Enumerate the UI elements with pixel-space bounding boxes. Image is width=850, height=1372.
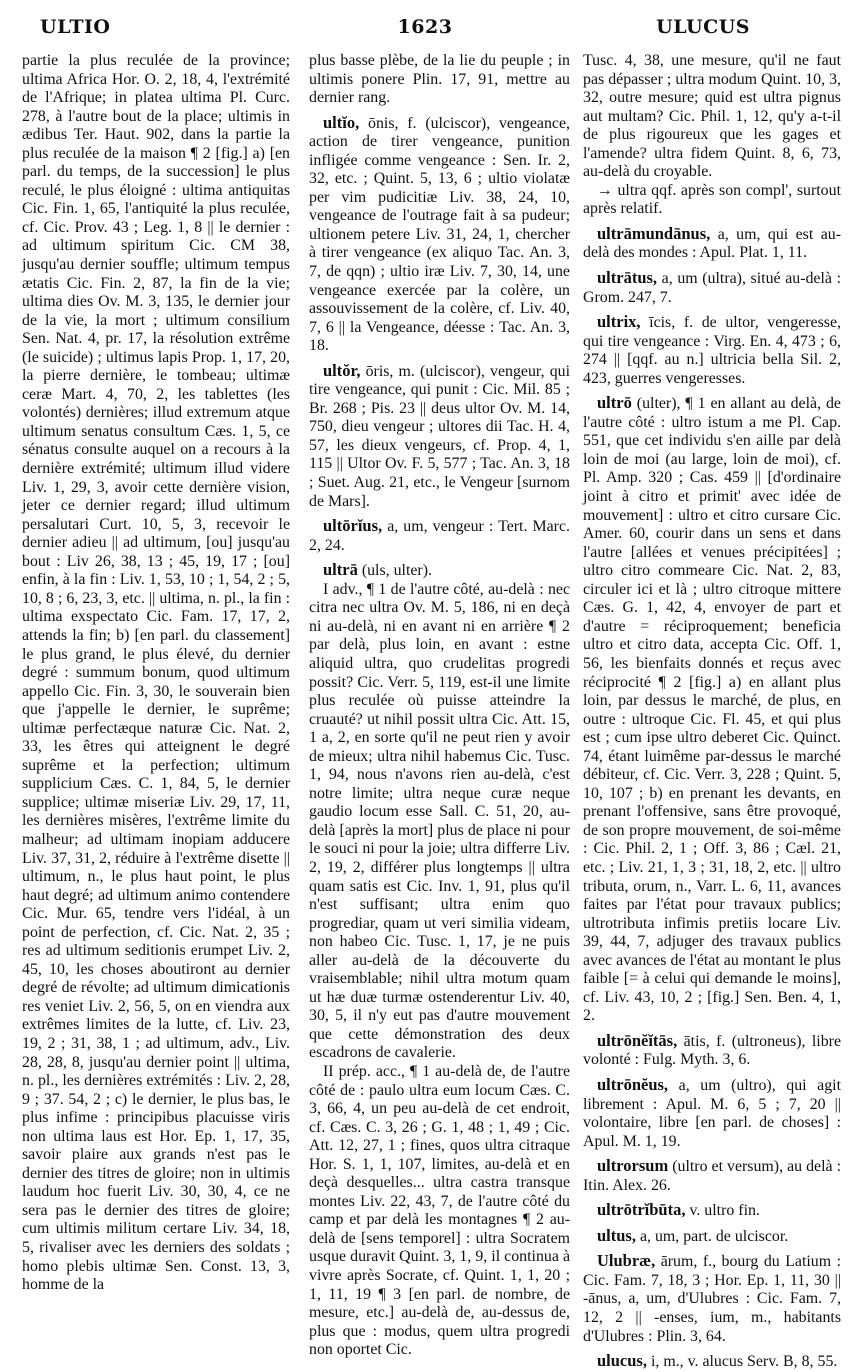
dictionary-entry	[309, 561, 570, 581]
entry-text: a, um, part. de ulciscor.	[635, 1227, 789, 1245]
entry-text: (uls, ulter).	[357, 562, 432, 580]
entry-text: plus basse plèbe, de la lie du peuple ; in ultimis ponere Plin. 17, 91, mettre au dernier rang.	[309, 52, 570, 107]
entry-headword: ultōrĭus,	[323, 516, 383, 536]
entry-headword: ultrorsum	[597, 1156, 669, 1176]
running-head-left: ULTIO	[40, 16, 111, 38]
dictionary-entry	[583, 225, 841, 263]
dictionary-entry	[583, 1157, 841, 1195]
entry-text: a, um, vengeur : Tert. Marc. 2, 24.	[309, 518, 570, 554]
entry-headword: ultrā	[323, 560, 358, 580]
entry-continuation	[309, 52, 570, 108]
entry-text: II prép. acc., ¶ 1 au-delà de, de l'autre côté de : paulo ultra eum locum Cæs. C. 3, 66, 4, un peu au-delà de cet endroit, cf. Cæs. C. 3, 26 ; G. 1, 48 ; 1, 49 ; Cic. Att. 12, 27, 1 ; fines, quos ultra citraque Hor. S. 1, 1, 107, limites, au-delà et en deçà desquelles... ultra castra transque montes Liv. 22, 43, 7, de l'autre côté du camp et par delà les montagnes ¶ 2 au-delà de [sens temporel] : ultra Socratem usque duravit Quint. 3, 1, 9, il continua à vivre après Socrate, cf. Quint. 1, 1, 20 ; 1, 11, 19 ¶ 3 [en parl. de nombre, de mesure, etc.] au-delà de, au-dessus de, plus que : modus, quem ultra progredi non oportet Cic.	[309, 1062, 570, 1359]
entry-headword: ulucus,	[597, 1351, 647, 1371]
dictionary-entry	[583, 1032, 841, 1070]
entry-headword: ultrāmundānus,	[597, 223, 711, 243]
dictionary-entry	[309, 362, 570, 511]
dictionary-entry	[309, 517, 570, 555]
entry-text: Tusc. 4, 38, une mesure, qu'il ne faut pas dépasser ; ultra modum Quint. 10, 3, 32, outre mesure; quid est ultra pignus aut multam? Cic. Phil. 1, 12, qu'y a-t-il de plus rigoureux que les gages et l'amende? ultra fidem Quint. 8, 6, 73, au-delà du croyable.	[583, 52, 841, 181]
dictionary-entry	[583, 394, 841, 1026]
column-1	[22, 52, 290, 1342]
entry-text: īcis, f. de ultor, vengeresse, qui tire vengeance : Virg. En. 4, 473 ; 6, 274 || [qqf. au n.] ultricia bella Sil. 2, 423, guerres vengeresses.	[583, 314, 841, 387]
entry-headword: ultus,	[597, 1225, 636, 1245]
entry-section	[309, 581, 570, 1063]
entry-continuation	[22, 52, 290, 1295]
dictionary-entry	[583, 1076, 841, 1151]
entry-headword: Ulubræ,	[597, 1251, 656, 1271]
entry-headword: ultrix,	[597, 312, 641, 332]
entry-note	[583, 182, 841, 219]
entry-headword: ultrōtrĭbūta,	[597, 1200, 686, 1220]
dictionary-entry	[583, 269, 841, 307]
entry-headword: ultrōnĕus,	[597, 1074, 669, 1094]
entry-text: v. ultro fin.	[685, 1202, 760, 1220]
entry-text: (ulter), ¶ 1 en allant au delà, de l'autre côté : ultro istum a me Pl. Cap. 551, que cet individu s'en aille par delà loin de moi (au large, loin de moi), cf. Pl. Amp. 320 ; Cas. 459 || [d'ordinaire joint à citro et primit' avec idée de mouvement] : ultro et citro cursare Cic. Amer. 60, courir dans un sens et dans l'autre [allées et venues précipitées] ; ultro citro commeare Cic. Nat. 2, 83, circuler ici et là ; ultro citroque mittere Cæs. G. 1, 42, 4, envoyer de part et d'autre = réciproquement; beneficia ultro et citro data, accepta Cic. Off. 1, 56, les bienfaits donnés et reçus avec réciprocité ¶ 2 [fig.] a) en allant plus loin, par dessus le marché, de plus, en outre : ultroque Cic. Fl. 45, et qui plus est ; cum ipse ultro deberet Cic. Quinct. 74, étant luimême par-dessus le marché débiteur, cf. Cic. Verr. 3, 228 ; Quint. 5, 10, 107 ; b) en prenant les devants, en prenant l'offensive, sans être provoqué, de son propre mouvement, de soi-même : Cic. Phil. 2, 1 ; Off. 3, 86 ; Cæl. 21, etc. ; Liv. 21, 1, 3 ; 31, 18, 2, etc. || ultro tributa, orum, n., Varr. L. 6, 11, avances faites par l'état pour travaux publics; ultrotributa infimis pretiis locare Liv. 39, 44, 7, adjuger des travaux publics avec avances de l'état au montant le plus faible [= à celui qui demande le moins], cf. Liv. 43, 10, 2 ; [fig.] Sen. Ben. 4, 1, 2.	[583, 395, 841, 1025]
entry-text: ōnis, f. (ulciscor), vengeance, action de tirer vengeance, punition infligée comme vengeance : Sen. Ir. 2, 32, etc. ; Quint. 5, 13, 6 ; ultio violatæ per vim pudicitiæ Liv. 38, 24, 10, vengeance de l'outrage fait à sa pudeur; ultionem petere Liv. 31, 24, 1, chercher à tirer vengeance (ex aliquo Tac. An. 3, 7, de qqn) ; ultio iræ Liv. 7, 30, 14, une vengeance exercée par la colère, un assouvissement de la colère, cf. Liv. 40, 7, 6 || la Vengeance, déesse : Tac. An. 3, 18.	[309, 114, 570, 355]
column-2	[309, 52, 570, 1359]
dictionary-entry	[309, 114, 570, 356]
entry-text: i, m., v. alucus Serv. B, 8, 55.	[646, 1353, 838, 1371]
entry-text: a, um (ultro), qui agit librement : Apul. M. 6, 5 ; 7, 20 || volontaire, libre [en parl. de choses] : Apul. M. 1, 19.	[583, 1076, 841, 1150]
entry-headword: ultĭo,	[323, 112, 360, 132]
entry-section	[309, 1063, 570, 1360]
entry-text: (ultro et versum), au delà : Itin. Alex. 26.	[583, 1158, 841, 1194]
entry-text: a, um (ultra), situé au-delà : Grom. 247, 7.	[583, 270, 841, 306]
entry-text: a, um, qui est au-delà des mondes : Apul. Plat. 1, 11.	[583, 225, 841, 262]
entry-headword: ultrō	[597, 393, 632, 413]
dictionary-entry	[583, 313, 841, 388]
column-3	[583, 52, 841, 1371]
running-head-right: ULUCUS	[656, 16, 750, 38]
dictionary-entry	[583, 1201, 841, 1221]
entry-headword: ultŏr,	[323, 360, 361, 380]
entry-text: ōris, m. (ulciscor), vengeur, qui tire vengeance, qui punit : Cic. Mil. 85 ; Br. 268 ; Pis. 23 || deus ultor Ov. M. 14, 750, dieu vengeur ; ultores dii Tac. H. 4, 57, les dieux vengeurs, cf. Prop. 4, 1, 115 || Ultor Ov. F. 5, 577 ; Tac. An. 3, 18 ; Suet. Aug. 21, etc., le Vengeur [surnom de Mars].	[309, 362, 570, 510]
entry-text: ātis, f. (ultroneus), libre volonté : Fulg. Myth. 3, 6.	[583, 1032, 841, 1069]
dictionary-entry	[583, 1352, 841, 1372]
entry-headword: ultrōnĕĭtās,	[597, 1030, 678, 1050]
dictionary-entry	[583, 1227, 841, 1247]
entry-text: I adv., ¶ 1 de l'autre côté, au-delà : nec citra nec ultra Ov. M. 5, 186, ni en deçà ni au-delà, ni en avant ni en arrière ¶ 2 par delà, plus loin, en avant : estne aliquid ultra, quo crudelitas progredi possit? Cic. Verr. 5, 119, est-il une limite plus reculée où puisse atteindre la cruauté? ut nihil possit ultra Cic. Att. 15, 1 a, 2, en sorte qu'il ne peut rien y avoir de mieux; ultra nihil habemus Cic. Tusc. 1, 94, nous n'avons rien au-delà, c'est notre limite; ultra neque curæ neque gaudio locum esse Sall. C. 51, 20, au-delà [après la mort] plus de place ni pour le souci ni pour la joie; ultra differre Liv. 2, 19, 2, différer plus longtemps || ultra quam satis est Cic. Inv. 1, 91, plus qu'il n'est suffisant; ultra enim quo progrediar, quam ut veri similia videam, non habeo Cic. Tusc. 1, 17, je ne puis aller au-delà de la découverte du vraisemblable; nihil ultra motum quam ut hæ duæ turmæ ostenderentur Liv. 40, 30, 5, il n'y eut pas d'autre mouvement que cette démonstration des deux escadrons de cavalerie.	[309, 580, 570, 1062]
entry-continuation	[583, 52, 841, 182]
entry-text: → ultra qqf. après son compl', surtout après relatif.	[583, 181, 841, 218]
entry-text: ārum, f., bourg du Latium : Cic. Fam. 7, 18, 3 ; Hor. Ep. 1, 11, 30 || -ānus, a, um, d'Ulubres : Cic. Fam. 7, 12, 2 || -enses, ium, m., habitants d'Ulubres : Plin. 3, 64.	[583, 1253, 841, 1345]
page-number: 1623	[397, 16, 453, 38]
entry-text: partie la plus reculée de la province; ultima Africa Hor. O. 2, 18, 4, l'extrémité de l'Afrique; in platea ultima Pl. Curc. 278, à l'autre bout de la place; ultimis in ædibus Ter. Haut. 902, dans la partie la plus reculée de la maison ¶ 2 [fig.] a) [en parl. du temps, de la succession] le plus reculé, le plus éloigné : ultima antiquitas Cic. Fin. 1, 65, l'antiquité la plus reculée, cf. Cic. Prov. 43 ; Leg. 1, 8 || le dernier : ad ultimum spiritum Cic. CM 38, jusqu'au dernier souffle; ultimum tempus ætatis Cic. Fin. 2, 87, la fin de la vie; ultima dies Ov. M. 3, 135, le dernier jour de la vie, la mort ; ultimum consilium Sen. Nat. 4, pr. 17, la résolution extrême (le suicide) ; ultimus lapis Prop. 1, 17, 20, la pierre dernière, le tombeau; ultimæ ceræ Mart. 4, 70, 2, les tablettes (les volontés) dernières; illud extremum atque ultimum senatus consultum Cæs. 1, 5, ce sénatus consulte auquel on a recours à la dernière extrémité; ultimum illud videre Liv. 1, 29, 3, avoir cette dernière vision, jeter ce dernier regard; illud ultimum persalutari Curt. 10, 5, 3, recevoir le dernier adieu || ad ultimum, [ou] jusqu'au bout : Liv 26, 38, 13 ; 45, 19, 17 ; [ou] enfin, à la fin : Liv. 1, 53, 10 ; 1, 54, 2 ; 5, 10, 8 ; 6, 23, 3, etc. || ultima, n. pl., la fin : ultima exspectato Cic. Fam. 17, 17, 2, attends la fin; b) [en parl. du classement] le plus grand, le plus élevé, du dernier degré : summum bonum, quod ultimum appello Cic. Fin. 3, 30, le souverain bien que j'appelle le dernier, le suprême; ultimæ perfectæque naturæ Cic. Nat. 2, 33, les êtres qui atteignent le degré suprême et la perfection; ultimum supplicium Cæs. C. 1, 84, 5, le dernier supplice; ultimæ miseriæ Liv. 29, 17, 11, les dernières misères, l'extrême limite du malheur; ad ultimam inopiam adducere Liv. 37, 31, 2, réduire à l'extrême disette || ultimum, n., le plus haut point, le plus haut degré; ad ultimum animo contendere Cic. Mur. 65, tendre vers l'idéal, à un point de perfection, cf. Cic. Nat. 2, 35 ; res ad ultimum seditionis erumpet Liv. 2, 45, 10, les choses aboutiront au dernier degré de révolte; ad ultimum dimicationis res veniet Liv. 2, 56, 5, on en viendra aux extrêmes limites de la lutte, cf. Liv. 23, 19, 2 ; 31, 38, 1 ; ad ultimum, adv., Liv. 28, 28, 8, jusqu'au dernier point || ultima, n. pl., les dernières extrémités : Liv. 2, 28, 9 ; 37. 54, 2 ; c) le dernier, le plus bas, le plus infime : principibus placuisse viris non ultima laus est Hor. Ep. 1, 17, 35, savoir plaire aux grands n'est pas le dernier des titres de gloire; non in ultimis laudum hoc fuerit Liv. 30, 30, 4, ce ne sera pas le dernier des titres de gloire; cum ultimis militum certare Liv. 34, 18, 5, rivaliser avec les derniers des soldats ; homo plebis ultimæ Sen. Const. 13, 3, homme de la	[22, 52, 290, 1294]
page-header	[0, 16, 850, 46]
dictionary-entry	[583, 1252, 841, 1346]
entry-headword: ultrātus,	[597, 268, 658, 288]
